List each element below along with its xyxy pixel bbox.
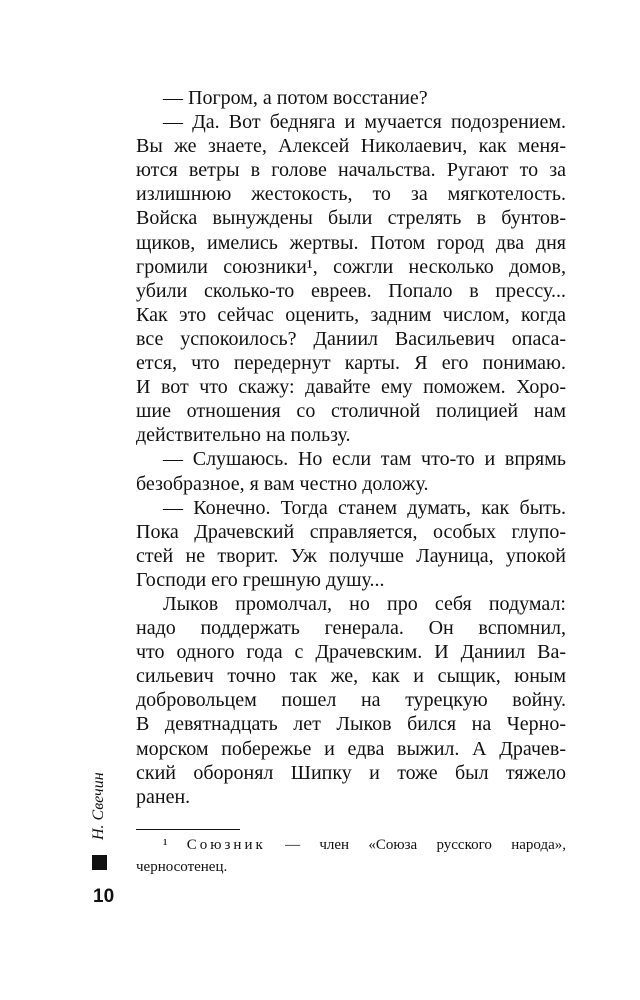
text-line: морском побережье и едва выжил. А Драчев- <box>136 737 566 760</box>
text-line: стей не творит. Уж получше Лауница, упокой <box>136 544 566 567</box>
text-line: Пока Драчевский справляется, особых глупо- <box>136 520 566 543</box>
text-line: ранен. <box>136 785 191 808</box>
footnote-marker: ¹ <box>163 837 168 853</box>
text-line: — Конечно. Тогда станем думать, как быть. <box>163 496 566 519</box>
running-head-author: Н. Свечин <box>90 772 107 840</box>
text-line: надо поддержать генерала. Он вспомнил, <box>136 617 566 640</box>
text-line: ются ветры в голове начальства. Ругают то за <box>136 159 566 182</box>
text-line: ский оборонял Шипку и тоже был тяжело <box>136 761 566 784</box>
footnote-continuation: черносотенец. <box>136 859 228 875</box>
text-line: громили союзники¹, сожгли несколько домов, <box>136 255 566 278</box>
footnote-line <box>136 834 566 856</box>
text-line: щиков, имелись жертвы. Потом город два дня <box>136 231 566 254</box>
body-text <box>136 86 566 809</box>
text-line: убили сколько-то евреев. Попало в прессу... <box>136 279 566 302</box>
text-line: И вот что скажу: давайте ему поможем. Хоро- <box>136 376 566 399</box>
page-number: 10 <box>93 886 115 907</box>
text-line: добровольцем пошел на турецкую войну. <box>136 689 566 712</box>
text-line: — Да. Вот бедняга и мучается подозрением. <box>163 111 566 134</box>
footnote-rule <box>136 829 240 830</box>
footnote-definition: — член «Союза русского народа», <box>285 837 566 853</box>
black-square-ornament <box>92 855 107 870</box>
text-line: — Слушаюсь. Но если там что-то и впрямь <box>163 448 566 471</box>
text-line: действительно на пользу. <box>136 424 351 447</box>
text-line: Вы же знаете, Алексей Николаевич, как меня- <box>136 135 566 158</box>
text-line: Господи его грешную душу... <box>136 568 385 591</box>
text-line: безобразное, я вам честно доложу. <box>136 472 429 495</box>
text-line: сильевич точно так же, как и сыщик, юным <box>136 665 566 688</box>
text-line: ется, что передернут карты. Я его понимаю. <box>136 352 566 375</box>
text-line: — Погром, а потом восстание? <box>163 87 428 109</box>
text-line: В девятнадцать лет Лыков бился на Черно- <box>136 713 566 736</box>
text-line: что одного года с Драчевским. И Даниил Ва- <box>136 641 566 664</box>
text-line: все успокоилось? Даниил Васильевич опаса- <box>136 327 566 350</box>
text-line: шие отношения со столичной полицией нам <box>136 400 566 423</box>
text-line: Войска вынуждены были стрелять в бунтов- <box>136 207 566 230</box>
text-line: Как это сейчас оценить, задним числом, когда <box>136 303 566 326</box>
text-line: Лыков промолчал, но про себя подумал: <box>163 592 566 615</box>
text-line: излишнюю жестокость, то за мягкотелость. <box>136 183 566 206</box>
footnote <box>136 834 566 878</box>
footnote-term: Союзник <box>186 837 266 853</box>
